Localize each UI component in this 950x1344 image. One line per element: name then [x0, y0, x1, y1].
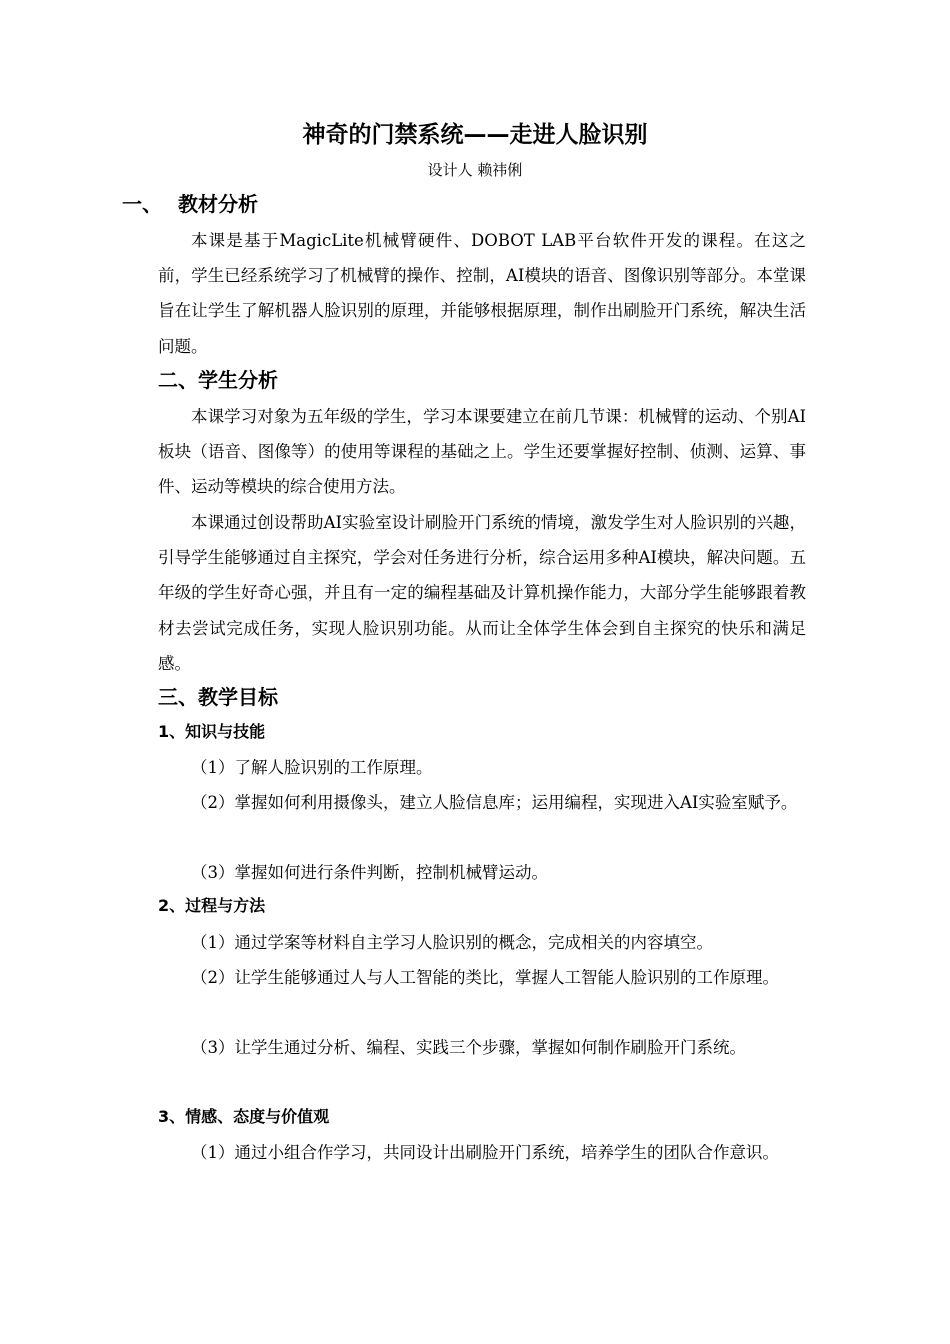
student-analysis-paragraph-2: 本课通过创设帮助AI实验室设计刷脸开门系统的情境，激发学生对人脸识别的兴趣，引导学生能够通过自主探究，学会对任务进行分析，综合运用多种AI模块，解决问题。五年级的学生好奇心强，并且有一定的编程基础及计算机操作能力，大部分学生能够跟着教材去尝试完成任务，实现人脸识别功能。从而让全体学生体会到自主探究的快乐和满足感。 [158, 513, 806, 673]
subsection-heading-knowledge-skills: 1、知识与技能 [158, 722, 266, 741]
objective-item: （1）了解人脸识别的工作原理。 [191, 758, 433, 777]
section-heading-teaching-objectives: 三、教学目标 [158, 685, 278, 709]
section-heading-materials-analysis [122, 188, 258, 220]
subsection-heading-process-methods: 2、过程与方法 [158, 896, 266, 915]
student-analysis-paragraph-1: 本课学习对象为五年级的学生，学习本课要建立在前几节课：机械臂的运动、个别AI板块（语音、图像等）的使用等课程的基础之上。学生还要掌握好控制、侦测、运算、事件、运动等模块的综合使用方法。 [158, 407, 806, 497]
objective-item: （1）通过小组合作学习，共同设计出刷脸开门系统，培养学生的团队合作意识。 [191, 1143, 779, 1162]
section-number: 一、 [122, 192, 162, 216]
objective-item: （2）让学生能够通过人与人工智能的类比，掌握人工智能人脸识别的工作原理。 [191, 968, 779, 987]
section-heading-text: 教材分析 [178, 192, 258, 216]
objective-item: （3）掌握如何进行条件判断，控制机械臂运动。 [191, 863, 548, 882]
section-heading-student-analysis: 二、学生分析 [158, 368, 278, 392]
document-title: 神奇的门禁系统——走进人脸识别 [302, 122, 648, 148]
objective-item: （1）通过学案等材料自主学习人脸识别的概念，完成相关的内容填空。 [191, 933, 713, 952]
subsection-heading-emotions-values: 3、情感、态度与价值观 [158, 1107, 330, 1126]
materials-analysis-paragraph: 本课是基于MagicLite机械臂硬件、DOBOT LAB平台软件开发的课程。在这之前，学生已经系统学习了机械臂的操作、控制，AI模块的语音、图像识别等部分。本堂课旨在让学生了解机器人脸识别的原理，并能够根据原理，制作出刷脸开门系统，解决生活问题。 [158, 231, 806, 356]
objective-item: （2）掌握如何利用摄像头，建立人脸信息库；运用编程，实现进入AI实验室赋予。 [191, 793, 798, 812]
document-author: 设计人 赖祎俐 [427, 161, 523, 179]
objective-item: （3）让学生通过分析、编程、实践三个步骤，掌握如何制作刷脸开门系统。 [191, 1038, 746, 1057]
